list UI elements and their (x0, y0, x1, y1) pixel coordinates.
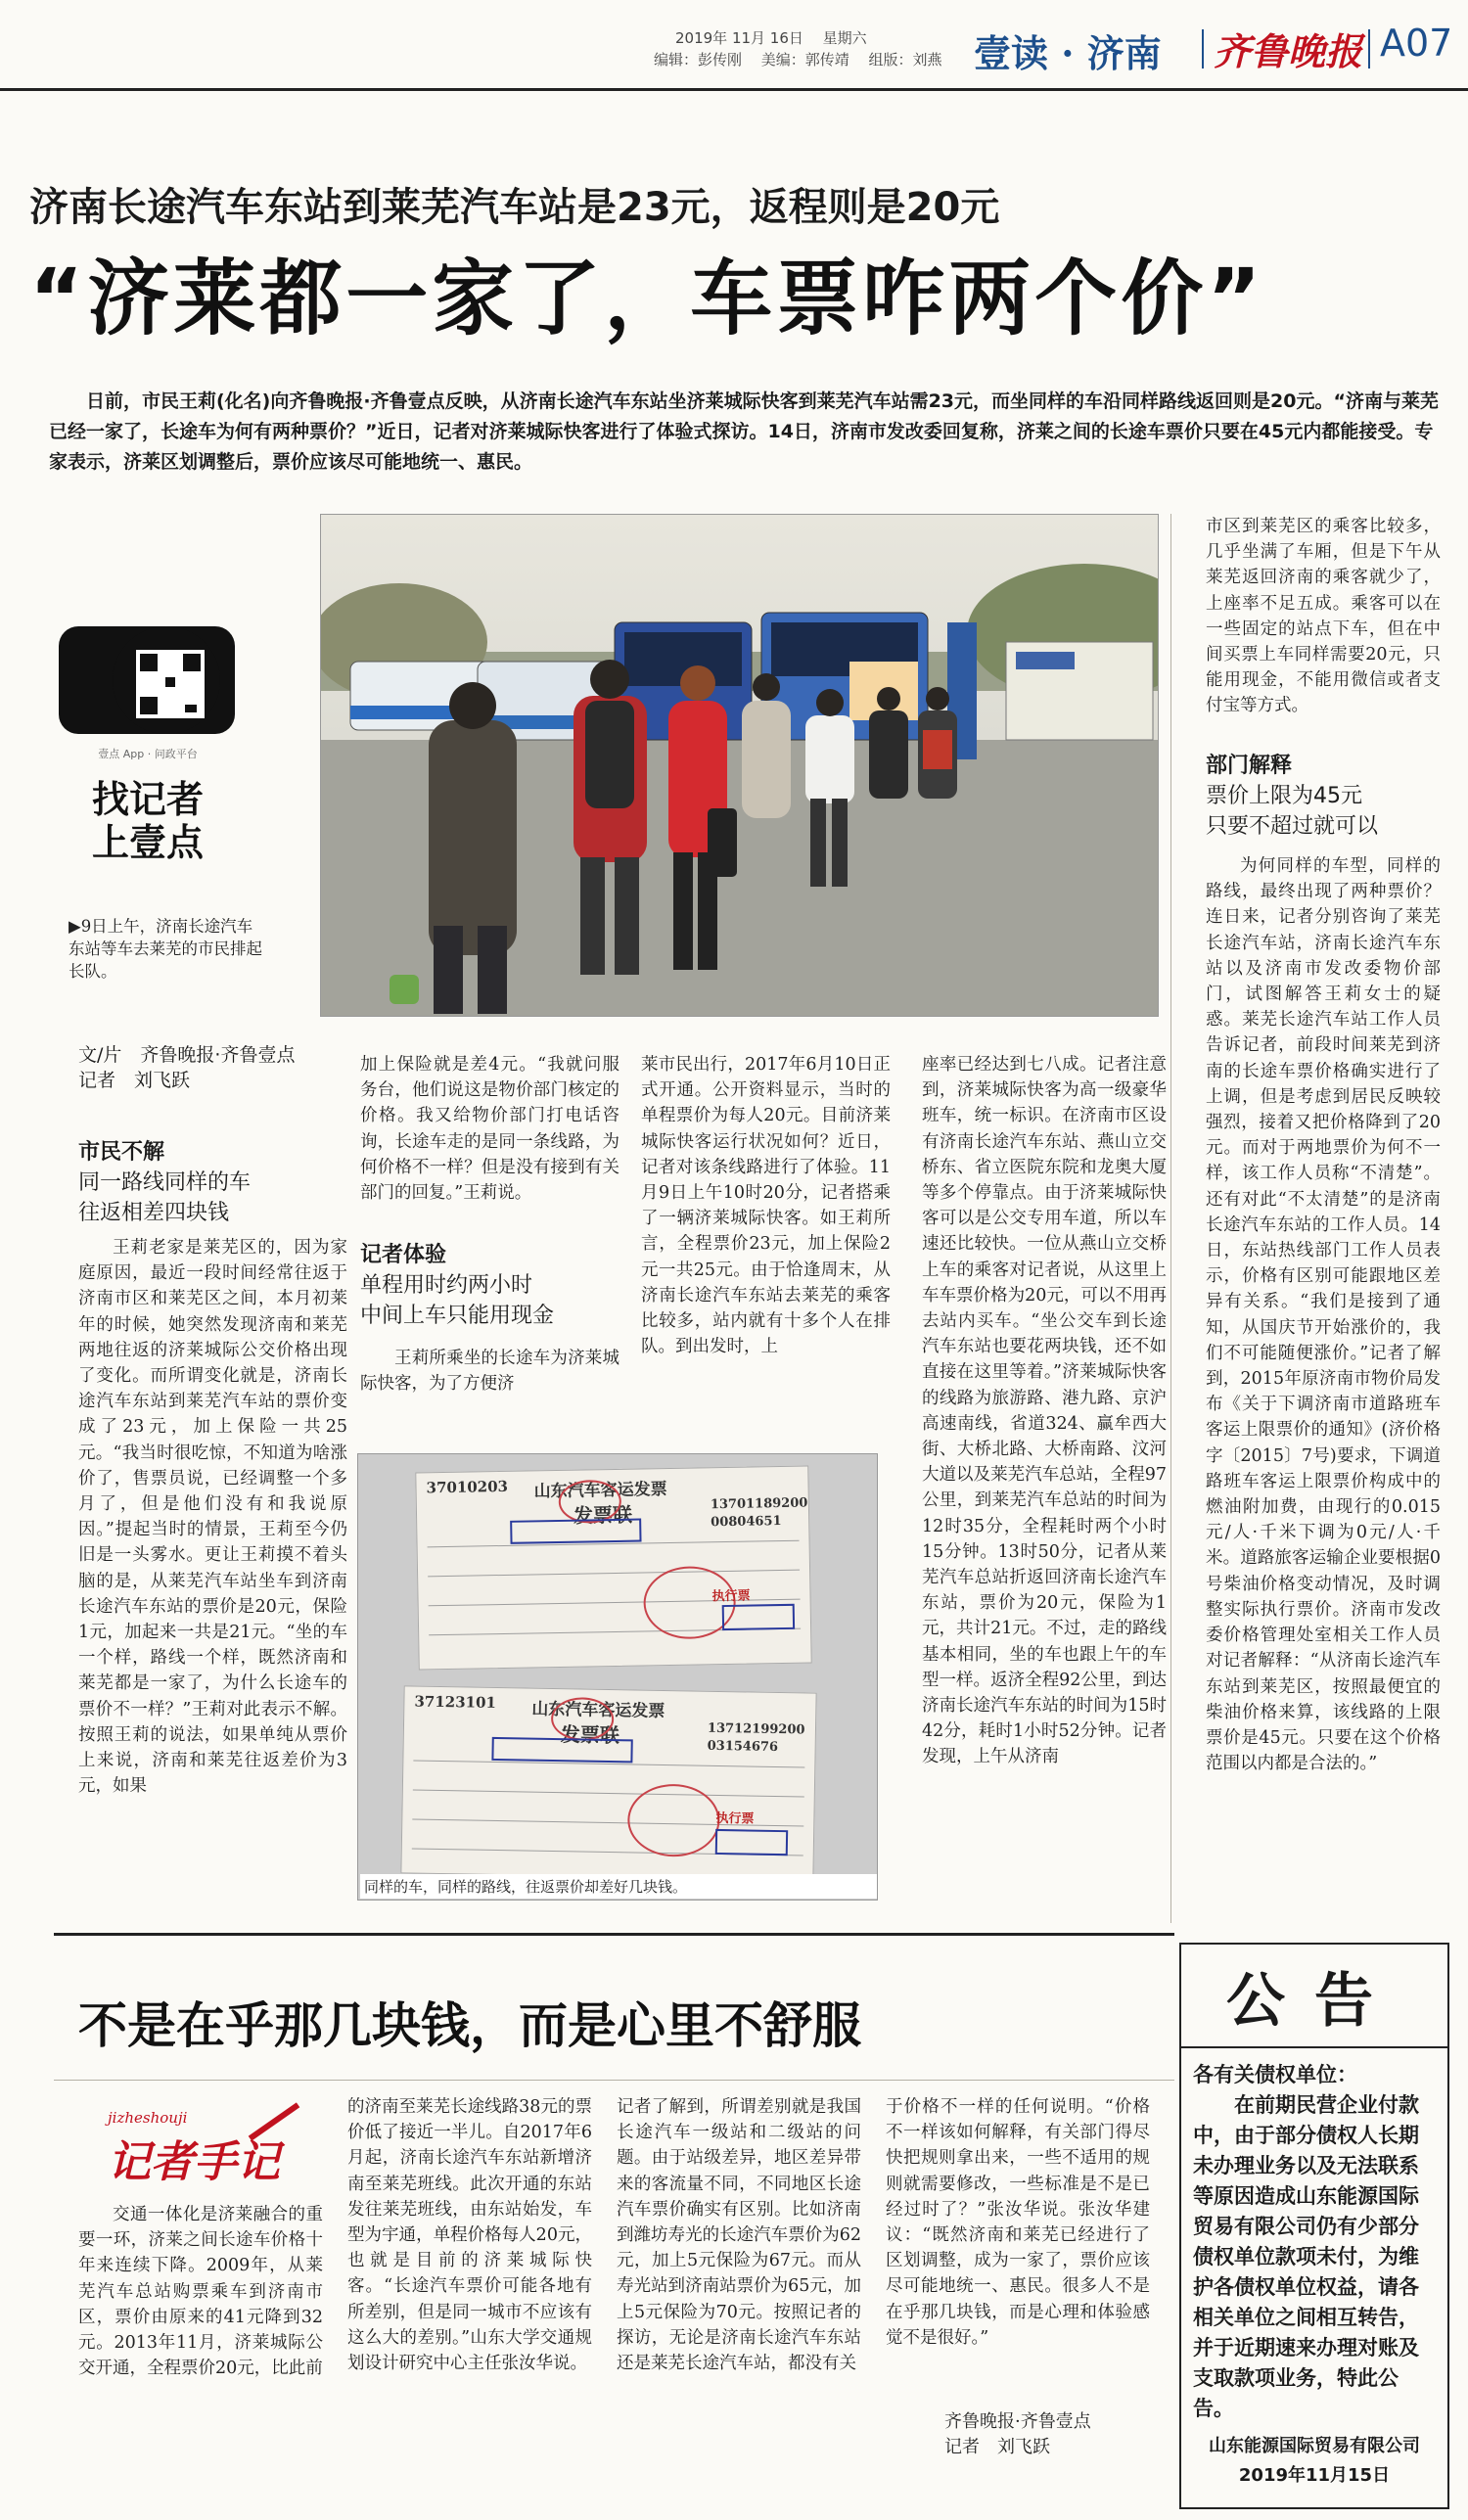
commentary-col-2: 的济南至莱芜长途线路38元的票价低了接近一半儿。自2017年6月起，济南长途汽车东站新增济南至莱芜班线。此次开通的东站发往莱芜班线，由东站始发，车型为宇通，单程价格每人20元，也就是目前的济莱城际快客。“长途汽车票价可能各地有所差别，但是同一城市不应该有这么大的差别。”山东大学交通规划设计研究中心主任张汝华说。 (347, 2097, 592, 2374)
editor-credits: 编辑：彭传刚 美编：郭传靖 组版：刘燕 (654, 51, 942, 69)
newspaper-logo: 齐鲁晚报 (1214, 29, 1363, 73)
main-headline: “济莱都一家了，车票咋两个价” (29, 251, 1265, 346)
section-3-heading: 部门解释 票价上限为45元 只要不超过就可以 (1206, 754, 1379, 839)
bus-station-illustration (321, 515, 1158, 1016)
commentary-col-3: 记者了解到，所谓差别就是我国长途汽车一级站和二级站的问题。由于站级差异，地区差异带来的客流量不同，不同地区长途汽车票价确实有区别。比如济南到潍坊寿光的长途汽车票价为62元，加上5元保险为67元。而从寿光站到济南站票价为65元，加上5元保险为70元。按照记者的探访，无论是济南长途汽车东站还是莱芜长途汽车站，都没有关 (617, 2097, 861, 2374)
ticket-caption: 同样的车，同样的路线，往返票价却差好几块钱。 (360, 1874, 877, 1899)
column-5-text-top: 市区到莱芜区的乘客比较多，几乎坐满了车厢，但是下午从莱芜返回济南的乘客就少了，上座率不足五成。乘客可以在一些固定的站点下车，但在中间买票上车同样需要20元，只能用现金，不能用微信或者支付宝等方式。 (1206, 517, 1441, 716)
notice-signer: 山东能源国际贸易有限公司 (1209, 2436, 1420, 2456)
badge-title: 找记者 上壹点 (91, 778, 204, 864)
public-notice (1179, 1943, 1449, 2509)
header-rule (0, 88, 1468, 91)
column-divider (1170, 514, 1171, 1923)
section-1-heading: 市民不解 同一路线同样的车 往返相差四块钱 (78, 1140, 252, 1225)
title-rule (54, 2080, 1174, 2081)
header-divider (1202, 29, 1204, 69)
sub-headline: 济南长途汽车东站到莱芜汽车站是23元，返程则是20元 (29, 185, 1000, 230)
qr-code-icon (132, 646, 208, 722)
issue-date: 2019年 11月 16日 星期六 (675, 29, 867, 47)
page-number: A07 (1380, 22, 1453, 65)
commentary-col-1: 交通一体化是济莱融合的重要一环，济莱之间长途车价格十年来连续下降。2009年，从莱芜汽车总站购票乘车到济南市区，票价由原来的41元降到32元。2013年11月，济莱城际公交开通，全程票价20元，比此前 (78, 2205, 323, 2379)
reporter-notes-logo: jizheshouji 记者手记 (108, 2109, 303, 2187)
section-name: 壹读 · 济南 (974, 31, 1162, 75)
column-5-text-bottom: 为何同样的车型，同样的路线，最终出现了两种票价？连日来，记者分别咨询了莱芜长途汽车站，济南长途汽车东站以及济南市发改委物价部门，试图解答王莉女士的疑惑。莱芜长途汽车站工作人员告诉记者，前段时间莱芜到济南的长途车票价格确实进行了上调，但是考虑到居民反映较强烈，接着又把价格降到了20元。而对于两地票价为何不一样，该工作人员称“不清楚”。还有对此“不太清楚”的是济南长途汽车东站的工作人员。14日，东站热线部门工作人员表示，价格有区别可能跟地区差异有关系。“我们是接到了通知，从国庆节开始涨价的，我们不可能随便涨价。”记者了解到，2015年原济南市物价局发布《关于下调济南市道路班车客运上限票价的通知》(济价格字〔2015〕7号)要求，下调道路班车客运上限票价构成中的燃油附加费，由现行的0.015元/人·千米下调为0元/人·千米。道路旅客运输企业要根据0号柴油价格变动情况，及时调整实际执行票价。济南市发改委价格管理处室相关工作人员对记者解释：“从济南长途汽车东站到莱芜区，按照最便宜的柴油价格来算，该线路的上限票价是45元。只要在这个价格范围以内都是合法的。” (1206, 856, 1441, 1774)
camera-icon (59, 626, 235, 734)
commentary-title: 不是在乎那几块钱，而是心里不舒服 (78, 1997, 861, 2054)
notice-recipient: 各有关债权单位： (1193, 2063, 1357, 2086)
byline: 文/片 齐鲁晚报·齐鲁壹点 记者 刘飞跃 (78, 1044, 296, 1091)
bus-station-photo (320, 514, 1159, 1017)
column-3-text: 莱市民出行，2017年6月10日正式开通。公开资料显示，当时的单程票价为每人20元。目前济莱城际快客运行状况如何？近日，记者对该条线路进行了体验。11月9日上午10时20分，记者搭乘了一辆济莱城际快客。如王莉所言，全程票价23元，加上保险2元一共25元。由于恰逢周末，从济南长途汽车东站去莱芜的乘客比较多，站内就有十多个人在排队。到出发时，上 (641, 1055, 891, 1357)
find-reporter-badge[interactable] (39, 597, 256, 864)
section-rule (54, 1933, 1174, 1936)
badge-small-text: 壹点 App · 问政平台 (98, 748, 198, 760)
notice-date: 2019年11月15日 (1238, 2465, 1391, 2486)
lead-paragraph: 日前，市民王莉(化名)向齐鲁晚报·齐鲁壹点反映，从济南长途汽车东站坐济莱城际快客到莱芜汽车站需23元，而坐同样的车沿同样路线返回则是20元。“济南与莱芜已经一家了，长途车为何有两种票价？”近日，记者对济莱城际快客进行了体验式探访。14日，济南市发改委回复称，济莱之间的长途车票价只要在45元内都能接受。专家表示，济莱区划调整后，票价应该尽可能地统一、惠民。 (49, 390, 1439, 473)
ticket-photo (357, 1453, 878, 1901)
commentary-signoff: 齐鲁晚报·齐鲁壹点 记者 刘飞跃 (944, 2411, 1091, 2457)
column-1-text: 王莉老家是莱芜区的，因为家庭原因，最近一段时间经常往返于济南市区和莱芜区之间，本月初莱年的时候，她突然发现济南和莱芜两地往返的济莱城际公交价格出现了变化。而所谓变化就是，济南长途汽车东站到莱芜汽车站的票价变成了23元，加上保险一共25元。“我当时很吃惊，不知道为啥涨价了，售票员说，已经调整一个多月了，但是他们没有和我说原因。”提起当时的情景，王莉至今仍旧是一头雾水。更让王莉摸不着头脑的是，从莱芜汽车站坐车到济南长途汽车东站的票价是20元，保险1元，加起来一共是21元。“坐的车一个样，路线一个样，既然济南和莱芜都是一家了，为什么长途车的票价不一样？”王莉对此表示不解。按照王莉的说法，如果单纯从票价上来说，济南和莱芜往返差价为3元，如果 (78, 1238, 347, 1797)
notice-body: 在前期民营企业付款中，由于部分债权人长期未办理业务以及无法联系等原因造成山东能源国际贸易有限公司仍有少部分债权单位款项未付，为维护各债权单位权益，请各相关单位之间相互转告，并于近期速来办理对账及支取款项业务，特此公告。 (1193, 2093, 1419, 2420)
column-2-text-top: 加上保险就是差4元。“我就问服务台，他们说这是物价部门核定的价格。我又给物价部门打电话咨询，长途车走的是同一条线路，为何价格不一样？但是没有接到有关部门的回复。”王莉说。 (360, 1055, 619, 1204)
notice-title: 公告 (1226, 1967, 1402, 2036)
commentary-col-4: 于价格不一样的任何说明。“价格不一样该如何解释，有关部门得尽快把规则拿出来，一些不适用的规则就需要修改，一些标准是不是已经过时了？”张汝华说。张汝华建议：“既然济南和莱芜已经进行了区划调整，成为一家了，票价应该尽可能地统一、惠民。很多人不是在乎那几块钱，而是心理和体验感觉不是很好。” (886, 2097, 1150, 2348)
column-4-text: 座率已经达到七八成。记者注意到，济莱城际快客为高一级豪华班车，统一标识。在济南市区设有济南长途汽车东站、燕山立交桥东、省立医院东院和龙奥大厦等多个停靠点。由于济莱城际快客可以是公交专用车道，所以车速还比较快。一位从燕山立交桥上车的乘客对记者说，从这里上车车票价格为20元，可以不用再去站内买车。“坐公交车到长途汽车东站也要花两块钱，还不如直接在这里等着。”济莱城际快客的线路为旅游路、港九路、京沪高速南线，省道324、赢牟西大街、大桥北路、大桥南路、汶河大道以及莱芜汽车总站，全程97公里，到莱芜汽车总站的时间为12时35分，全程耗时两个小时15分钟。13时50分，记者从莱芜汽车总站折返回济南长途汽车东站，票价为20元，保险为1元，共计21元。不过，走的路线基本相同，坐的车也跟上午的车型一样。返济全程92公里，到达济南长途汽车东站的时间为15时42分，耗时1小时52分钟。记者发现，上午从济南 (922, 1055, 1167, 1767)
ticket-1: 37010203 山东汽车客运发票 发票联 13701189200 00804651 执行票 (415, 1466, 811, 1671)
ticket-2: 37123101 山东汽车客运发票 发票联 13712199200 03154676 执行票 (400, 1685, 816, 1880)
header-divider (1368, 29, 1370, 69)
column-2-text-bottom: 王莉所乘坐的长途车为济莱城际快客，为了方便济 (360, 1349, 619, 1395)
section-2-heading: 记者体验 单程用时约两小时 中间上车只能用现金 (360, 1243, 555, 1328)
photo-caption: ▶9日上午，济南长途汽车东站等车去莱芜的市民排起长队。 (69, 917, 262, 981)
